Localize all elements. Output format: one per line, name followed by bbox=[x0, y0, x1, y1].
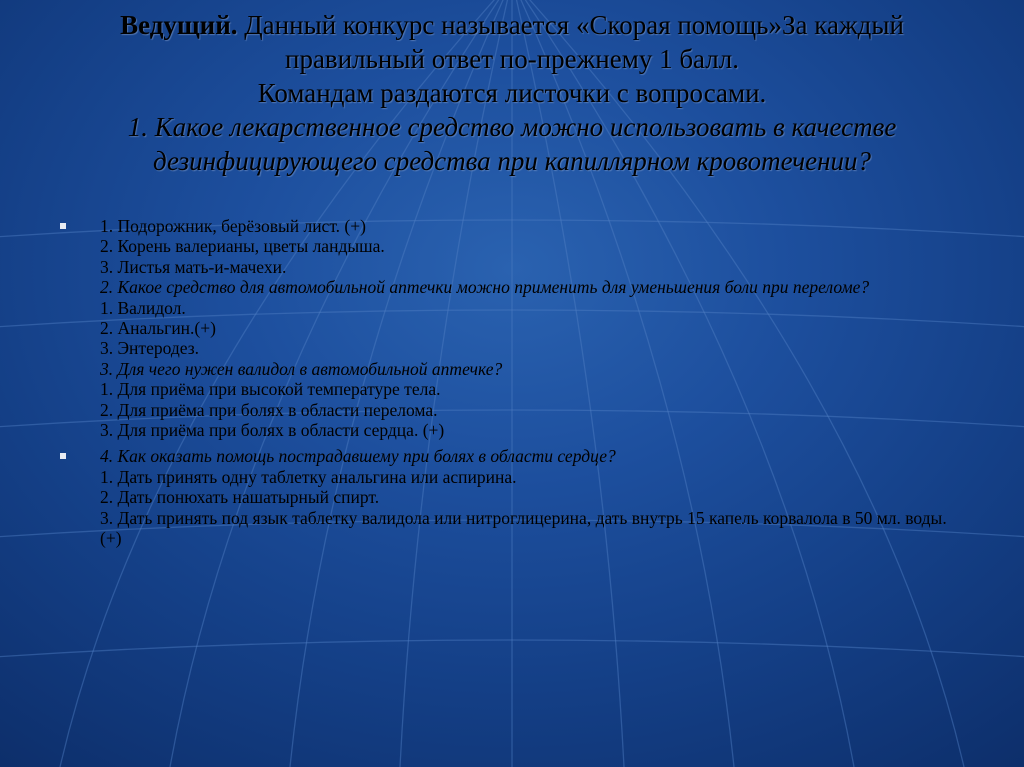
answer-line: 2. Корень валерианы, цветы ландыша. bbox=[100, 236, 385, 257]
answer-line: 1. Подорожник, берёзовый лист. (+) bbox=[100, 216, 366, 236]
title-line-1-text: Данный конкурс называется «Скорая помощь»За каждый bbox=[237, 10, 904, 40]
answer-line: 1. Для приёма при высокой температуре тела. bbox=[100, 379, 441, 400]
answer-line: 3. Дать принять под язык таблетку валидола или нитроглицерина, дать внутрь 15 капель корвалола в 50 мл. воды.(+) bbox=[100, 507, 947, 549]
answer-line: 2. Анальгин.(+) bbox=[100, 318, 216, 339]
answer-line: 2. Для приёма при болях в области перелома. bbox=[100, 399, 438, 420]
slide-body bbox=[58, 216, 958, 549]
question-line: 4. Как оказать помощь пострадавшему при болях в области сердце? bbox=[100, 446, 616, 467]
question-line: 3. Для чего нужен валидол в автомобильной аптечке? bbox=[100, 358, 503, 379]
question-line: 2. Какое средство для автомобильной аптечки можно применить для уменьшения боли при переломе? bbox=[100, 277, 870, 298]
answer-line: 3. Для приёма при болях в области сердца. (+) bbox=[100, 420, 445, 441]
answer-line: 1. Дать принять одну таблетку анальгина или аспирина. bbox=[100, 466, 517, 487]
answer-line: 3. Энтеродез. bbox=[100, 338, 200, 359]
bullet-square-icon bbox=[60, 223, 66, 229]
title-line-3: Командам раздаются листочки с вопросами. bbox=[257, 78, 767, 108]
bullet-item-1 bbox=[58, 216, 958, 440]
question-1: 1. Какое лекарственное средство можно использовать в качестве дезинфицирующего средства при капиллярном кровотечении? bbox=[127, 112, 897, 176]
answer-line: 1. Валидол. bbox=[100, 297, 186, 318]
answer-line: 3. Листья мать-и-мачехи. bbox=[100, 256, 287, 277]
presenter-label: Ведущий. bbox=[120, 10, 238, 40]
bullet-square-icon bbox=[60, 453, 66, 459]
slide-title bbox=[40, 8, 984, 178]
bullet-item-2 bbox=[58, 446, 958, 548]
title-line-1 bbox=[40, 8, 984, 42]
answer-line: 2. Дать понюхать нашатырный спирт. bbox=[100, 487, 380, 508]
title-line-2: правильный ответ по-прежнему 1 балл. bbox=[285, 44, 739, 74]
